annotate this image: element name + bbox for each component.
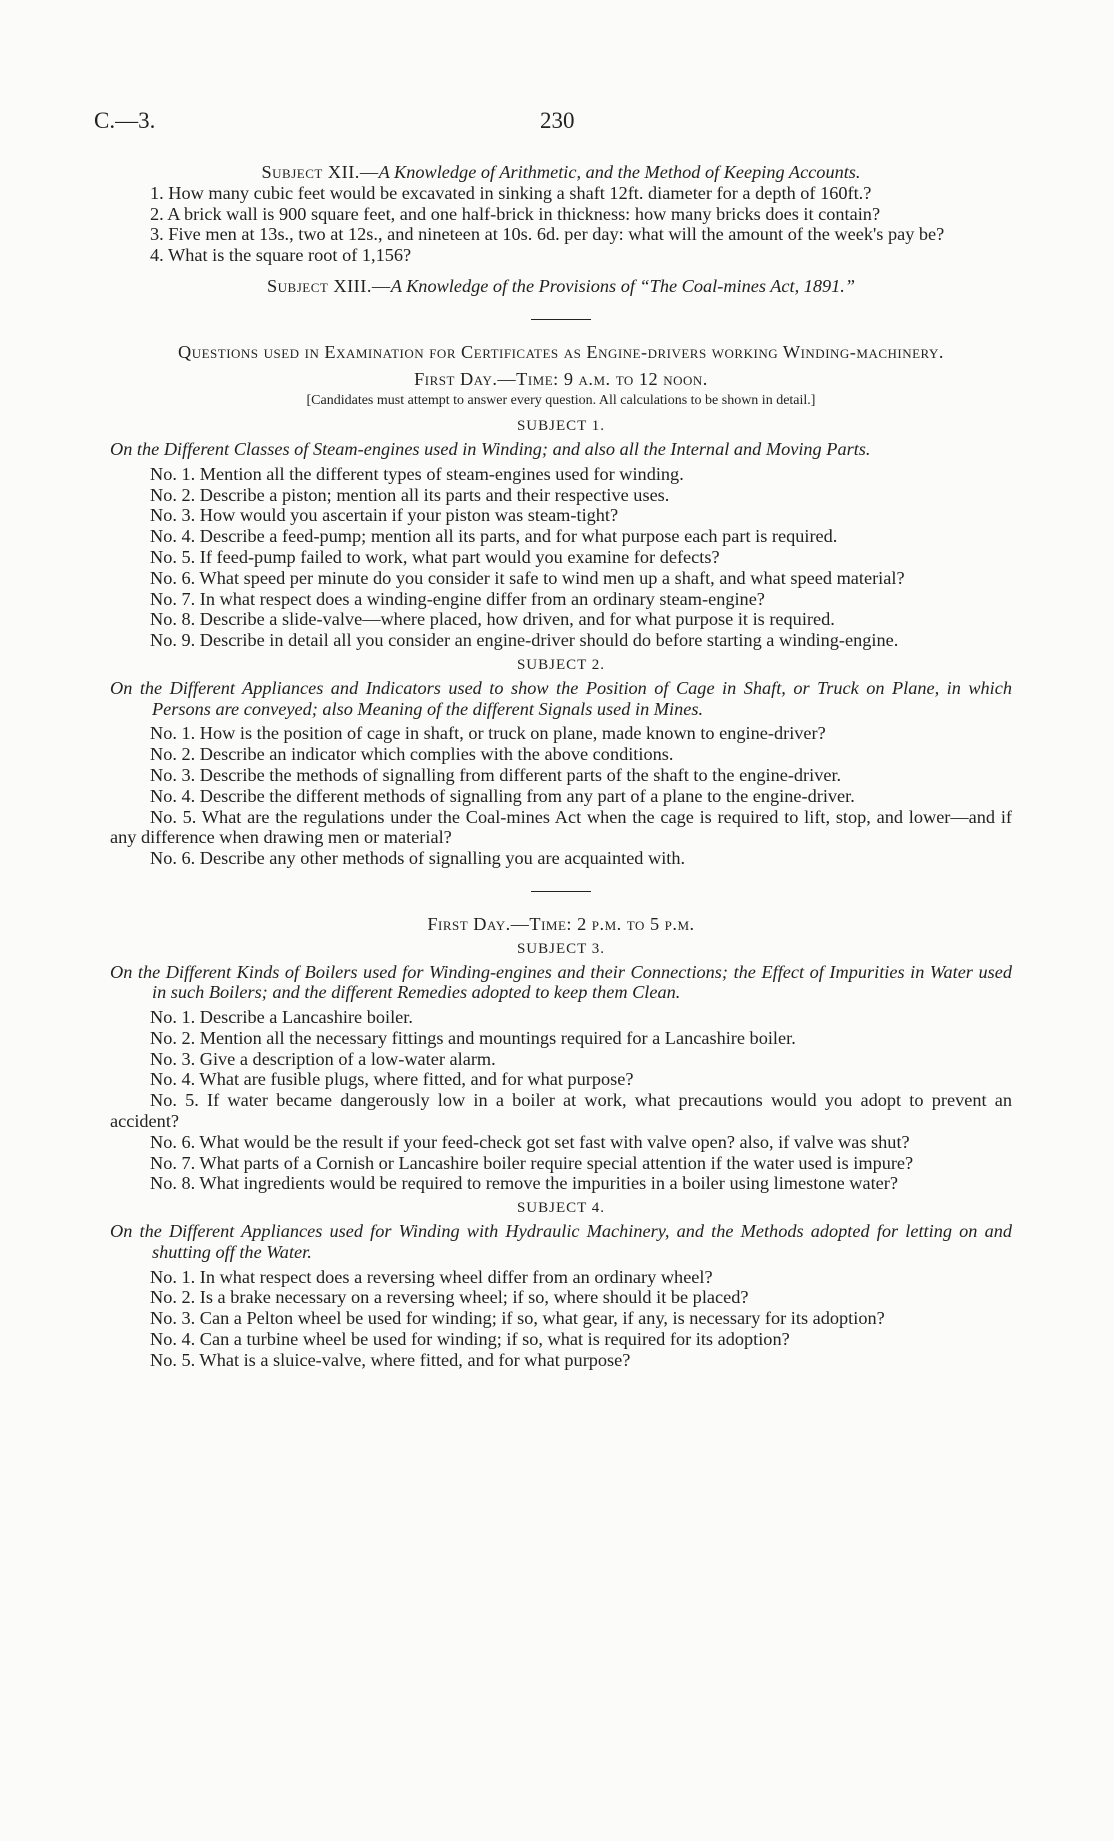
exam-title: Questions used in Examination for Certificates as Engine-drivers working Winding-machinery. [178, 341, 944, 362]
question: No. 6. What speed per minute do you consider it safe to wind men up a shaft, and what speed material? [150, 567, 905, 588]
subject-heading: On the Different Kinds of Boilers used for Winding-engines and their Connections; the Effect of Impurities in Water used in such Boilers; and the different Remedies adopted to keep them Clean. [110, 961, 1012, 1003]
question: No. 4. Describe the different methods of signalling from any part of a plane to the engine-driver. [150, 785, 855, 806]
subject-heading: On the Different Classes of Steam-engines used in Winding; and also all the Internal and Moving Parts. [110, 438, 871, 459]
question: No. 3. Give a description of a low-water alarm. [150, 1048, 496, 1069]
question: No. 5. If feed-pump failed to work, what part would you examine for defects? [150, 546, 720, 567]
question: No. 3. Can a Pelton wheel be used for winding; if so, what gear, if any, is necessary for its adoption? [150, 1308, 885, 1329]
question: 1. How many cubic feet would be excavated in sinking a shaft 12ft. diameter for a depth of 160ft.? [150, 182, 872, 203]
question: No. 6. Describe any other methods of signalling you are acquainted with. [150, 848, 686, 869]
question: No. 7. In what respect does a winding-engine differ from an ordinary steam-engine? [150, 588, 765, 609]
subject-heading: On the Different Appliances and Indicators used to show the Position of Cage in Shaft, or Truck on Plane, in which Persons are conveyed; also Meaning of the different Signals used in Mines. [110, 677, 1012, 719]
question: No. 4. Can a turbine wheel be used for winding; if so, what is required for its adoption? [150, 1329, 790, 1350]
question: No. 4. Describe a feed-pump; mention all its parts, and for what purpose each part is required. [150, 526, 838, 547]
question: 2. A brick wall is 900 square feet, and one half-brick in thickness: how many bricks does it contain? [150, 203, 881, 224]
question: No. 9. Describe in detail all you consider an engine-driver should do before starting a winding-engine. [150, 630, 899, 651]
question: No. 5. What is a sluice-valve, where fitted, and for what purpose? [150, 1349, 631, 1370]
question: No. 2. Mention all the necessary fittings and mountings required for a Lancashire boiler. [150, 1027, 796, 1048]
subject-label: SUBJECT 4. [516, 1200, 606, 1217]
question: 3. Five men at 13s., two at 12s., and nineteen at 10s. 6d. per day: what will the amount of the week's pay be? [150, 224, 945, 245]
divider [531, 319, 591, 320]
subject-xii-title: Subject XII.—A Knowledge of Arithmetic, and the Method of Keeping Accounts. [261, 162, 861, 182]
instructions-note: [Candidates must attempt to answer every question. All calculations to be shown in detail.] [306, 393, 816, 409]
session-time-morning: First Day.—Time: 9 a.m. to 12 noon. [414, 368, 708, 389]
subject-heading: On the Different Appliances used for Winding with Hydraulic Machinery, and the Methods adopted for letting on and shutting off the Water. [110, 1221, 1012, 1262]
content [110, 162, 1012, 1371]
question: No. 1. In what respect does a reversing wheel differ from an ordinary wheel? [150, 1266, 713, 1287]
question: No. 2. Describe a piston; mention all its parts and their respective uses. [150, 484, 670, 505]
page-number: 230 [540, 108, 575, 133]
question: No. 3. How would you ascertain if your piston was steam-tight? [150, 505, 619, 526]
subject-label: SUBJECT 3. [516, 940, 606, 957]
subject-label: SUBJECT 2. [516, 656, 606, 673]
question: No. 7. What parts of a Cornish or Lancashire boiler require special attention if the water used is impure? [150, 1152, 914, 1173]
question: 4. What is the square root of 1,156? [150, 245, 412, 266]
question: No. 2. Is a brake necessary on a reversing wheel; if so, where should it be placed? [150, 1287, 749, 1308]
divider [531, 891, 591, 892]
question: No. 2. Describe an indicator which complies with the above conditions. [150, 744, 674, 765]
subject-xiii-title: Subject XIII.—A Knowledge of the Provisions of “The Coal-mines Act, 1891.” [266, 275, 856, 296]
session-time-afternoon: First Day.—Time: 2 p.m. to 5 p.m. [427, 913, 695, 934]
subject-label: SUBJECT 1. [516, 418, 606, 435]
question: No. 1. Mention all the different types of steam-engines used for winding. [150, 463, 684, 484]
question: No. 6. What would be the result if your feed-check got set fast with valve open? also, if valve was shut? [150, 1131, 910, 1152]
question: No. 3. Describe the methods of signalling from different parts of the shaft to the engine-driver. [150, 764, 842, 785]
question: No. 4. What are fusible plugs, where fitted, and for what purpose? [150, 1069, 634, 1090]
question: No. 5. If water became dangerously low in a boiler at work, what precautions would you adopt to prevent an accident? [110, 1090, 1012, 1132]
question: No. 5. What are the regulations under the Coal-mines Act when the cage is required to lift, stop, and lower—and if any difference when drawing men or material? [110, 806, 1012, 848]
question: No. 1. How is the position of cage in shaft, or truck on plane, made known to engine-driver? [150, 723, 826, 744]
question: No. 8. Describe a slide-valve—where placed, how driven, and for what purpose it is required. [150, 609, 835, 630]
question: No. 1. Describe a Lancashire boiler. [150, 1007, 413, 1028]
question: No. 8. What ingredients would be required to remove the impurities in a boiler using limestone water? [150, 1173, 898, 1194]
header-ref: C.—3. [94, 108, 156, 133]
